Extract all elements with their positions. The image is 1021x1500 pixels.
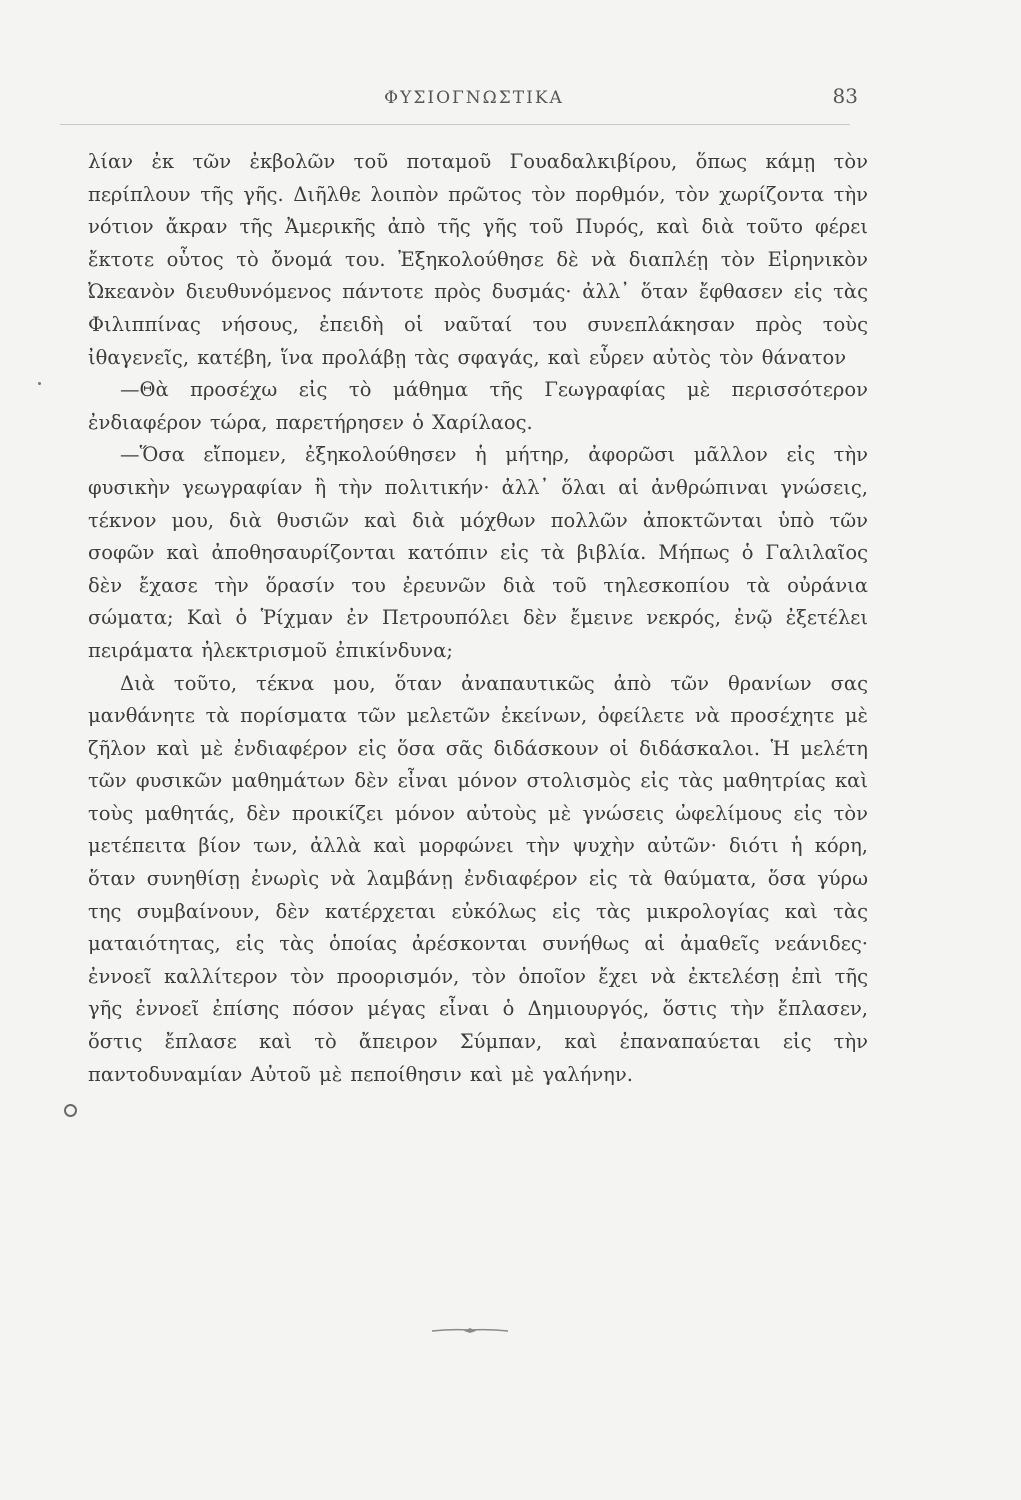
paragraph-4: Διὰ τοῦτο, τέκνα μου, ὅταν ἀναπαυτικῶς ἀπὸ τῶν θρανίων σας μανθάνητε τὰ πορίσματα τῶν μελετῶν ἐκείνων, ὀφείλετε νὰ προσέχητε μὲ ζῆλον καὶ μὲ ἐνδιαφέρον εἰς ὅσα σᾶς διδάσκουν οἱ διδάσκαλοι. Ἡ μελέτη τῶν φυσικῶν μαθημάτων δὲν εἶναι μόνον στολισμὸς εἰς τὰς μαθητρίας καὶ τοὺς μαθητάς, δὲν προικίζει μόνον αὐτοὺς μὲ γνώσεις ὠφελίμους εἰς τὸν μετέπειτα βίον των, ἀλλὰ καὶ μορφώνει τὴν ψυχὴν αὐτῶν· διότι ἡ κόρη, ὅταν συνηθίσῃ ἐνωρὶς νὰ λαμβάνῃ ἐνδιαφέρον εἰς τὰ θαύματα, ὅσα γύρω της συμβαίνουν, δὲν κατέρχεται εὐκόλως εἰς τὰς μικρολογίας καὶ τὰς ματαιότητας, εἰς τὰς ὁποίας ἀρέσκονται συνήθως αἱ ἀμαθεῖς νεάνιδες· ἐννοεῖ καλλίτερον τὸν προορισμόν, τὸν ὁποῖον ἔχει νὰ ἐκτελέσῃ ἐπὶ τῆς γῆς ἐννοεῖ ἐπίσης πόσον μέγας εἶναι ὁ Δημιουργός, ὅστις τὴν ἔπλασεν, ὅστις ἔπλασε καὶ τὸ ἄπειρον Σύμπαν, καὶ ἐπαναπαύεται εἰς τὴν παντοδυναμίαν Αὐτοῦ μὲ πεποίθησιν καὶ μὲ γαλήνην.	[88, 671, 868, 1086]
paragraph-3: —Ὅσα εἴπομεν, ἐξηκολούθησεν ἡ μήτηρ, ἀφορῶσι μᾶλλον εἰς τὴν φυσικὴν γεωγραφίαν ἢ τὴν πολιτικήν· ἀλλ᾽ ὅλαι αἱ ἀνθρώπιναι γνώσεις, τέκνον μου, διὰ θυσιῶν καὶ διὰ μόχθων πολλῶν ἀποκτῶνται ὑπὸ τῶν σοφῶν καὶ ἀποθησαυρίζονται κατόπιν εἰς τὰ βιβλία. Μήπως ὁ Γαλιλαῖος δὲν ἔχασε τὴν ὅρασίν του ἐρευνῶν διὰ τοῦ τηλεσκοπίου τὰ οὐράνια σώματα; Καὶ ὁ Ῥίχμαν ἐν Πετρουπόλει δὲν ἔμεινε νεκρός, ἐνῷ ἐξετέλει πειράματα ἠλεκτρισμοῦ ἐπικίνδυνα;	[88, 443, 868, 662]
ink-speck	[38, 382, 41, 385]
running-title: ΦΥΣΙΟΓΝΩΣΤΙΚΑ	[384, 88, 564, 108]
page-number: 83	[832, 84, 858, 108]
page-header	[90, 84, 858, 124]
header-rule	[60, 124, 850, 125]
margin-circle-mark	[64, 1104, 77, 1117]
paragraph-2: —Θὰ προσέχω εἰς τὸ μάθημα τῆς Γεωγραφίας μὲ περισσότερον ἐνδιαφέρον τώρα, παρετήρησεν ὁ Χαρίλαος.	[88, 378, 868, 434]
body-text	[88, 146, 868, 1091]
end-ornament	[430, 1326, 510, 1336]
paragraph-1: λίαν ἐκ τῶν ἐκβολῶν τοῦ ποταμοῦ Γουαδαλκιβίρου, ὅπως κάμῃ τὸν περίπλουν τῆς γῆς. Διῆλθε λοιπὸν πρῶτος τὸν πορθμόν, τὸν χωρίζοντα τὴν νότιον ἄκραν τῆς Ἀμερικῆς ἀπὸ τῆς γῆς τοῦ Πυρός, καὶ διὰ τοῦτο φέρει ἔκτοτε οὗτος τὸ ὄνομά του. Ἐξηκολούθησε δὲ νὰ διαπλέῃ τὸν Εἰρηνικὸν Ὠκεανὸν διευθυνόμενος πάντοτε πρὸς δυσμάς· ἀλλ᾽ ὅταν ἔφθασεν εἰς τὰς Φιλιππίνας νήσους, ἐπειδὴ οἱ ναῦταί του συνεπλάκησαν πρὸς τοὺς ἰθαγενεῖς, κατέβη, ἵνα προλάβῃ τὰς σφαγάς, καὶ εὗρεν αὐτὸς τὸν θάνατον	[88, 150, 868, 369]
